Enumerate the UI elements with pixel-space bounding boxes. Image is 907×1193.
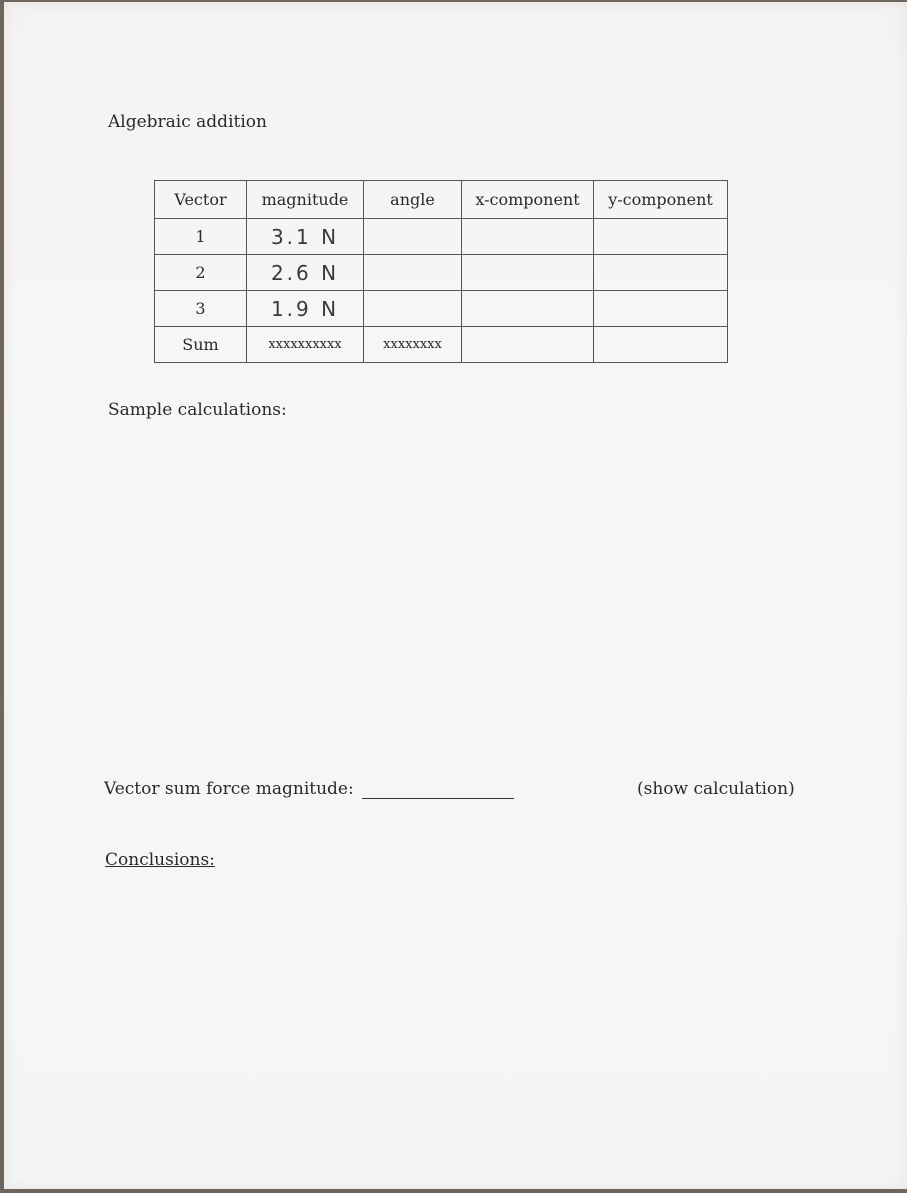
table-row-sum [155,327,728,363]
y-component-cell[interactable] [594,327,728,363]
x-component-cell[interactable] [462,291,594,327]
col-header-x-component: x-component [462,181,594,219]
vector-cell: Sum [155,327,247,363]
vector-cell: 3 [155,291,247,327]
angle-cell[interactable] [364,219,462,255]
table-row [155,255,728,291]
x-component-cell[interactable] [462,219,594,255]
table-header-row [155,181,728,219]
col-header-magnitude: magnitude [247,181,364,219]
angle-cell[interactable] [364,255,462,291]
x-component-cell[interactable] [462,255,594,291]
magnitude-cell[interactable]: 3.1 N [247,219,364,255]
sample-calculations-label: Sample calculations: [108,400,287,420]
conclusions-label: Conclusions: [105,850,215,870]
vector-sum-blank[interactable] [362,780,514,799]
angle-cell: xxxxxxxx [364,327,462,363]
magnitude-cell[interactable]: 2.6 N [247,255,364,291]
y-component-cell[interactable] [594,255,728,291]
vector-sum-line [104,779,514,799]
col-header-y-component: y-component [594,181,728,219]
vector-table [154,180,728,363]
vector-cell: 2 [155,255,247,291]
y-component-cell[interactable] [594,219,728,255]
col-header-angle: angle [364,181,462,219]
angle-cell[interactable] [364,291,462,327]
col-header-vector: Vector [155,181,247,219]
show-calculation-note: (show calculation) [637,779,795,799]
vector-cell: 1 [155,219,247,255]
table-row [155,219,728,255]
x-component-cell[interactable] [462,327,594,363]
vector-sum-label: Vector sum force magnitude: [104,779,354,799]
section-heading: Algebraic addition [108,112,267,132]
table-row [155,291,728,327]
y-component-cell[interactable] [594,291,728,327]
magnitude-cell[interactable]: 1.9 N [247,291,364,327]
worksheet-page [4,2,907,1189]
magnitude-cell: xxxxxxxxxx [247,327,364,363]
